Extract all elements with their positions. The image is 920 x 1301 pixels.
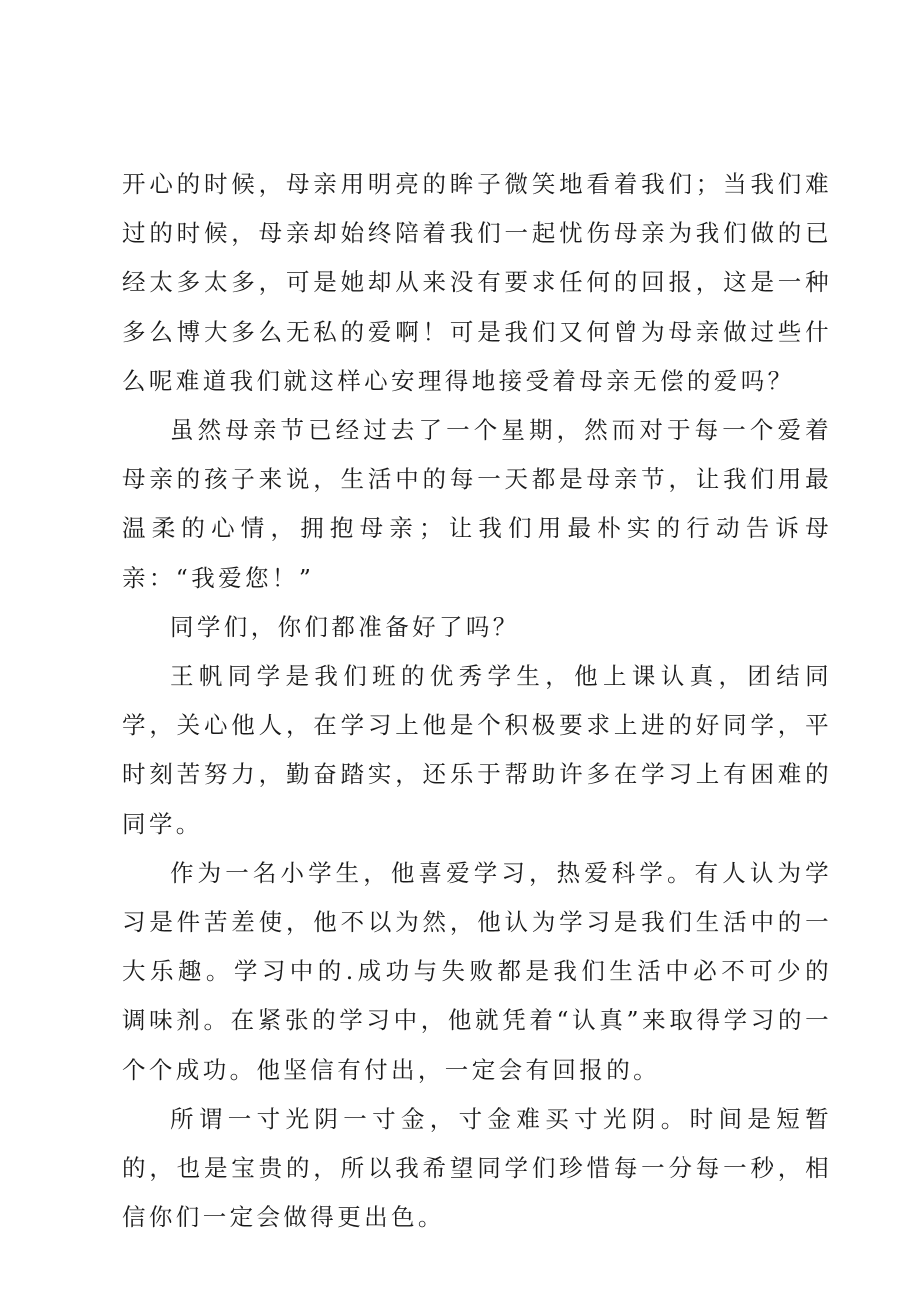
- paragraph-question: 同学们，你们都准备好了吗？: [170, 612, 520, 641]
- paragraph-time-value: 所谓一寸光阴一寸金，寸金难买寸光阴。时间是短暂的，也是宝贵的，所以我希望同学们珍惜每一分每一秒，相信你们一定会做得更出色。: [122, 1104, 832, 1232]
- paragraph-student-study: 作为一名小学生，他喜爱学习，热爱科学。有人认为学习是件苦差使，他不以为然，他认为学习是我们生活中的一大乐趣。学习中的.成功与失败都是我们生活中必不可少的调味剂。在紧张的学习中，他就凭着“认真”来取得学习的一个个成功。他坚信有付出，一定会有回报的。: [122, 858, 832, 1084]
- paragraph-mothers-day: 虽然母亲节已经过去了一个星期，然而对于每一个爱着母亲的孩子来说，生活中的每一天都是母亲节，让我们用最温柔的心情，拥抱母亲；让我们用最朴实的行动告诉母亲：“我爱您！”: [122, 416, 832, 592]
- paragraph-student-intro: 王帆同学是我们班的优秀学生，他上课认真，团结同学，关心他人，在学习上他是个积极要求上进的好同学，平时刻苦努力，勤奋踏实，还乐于帮助许多在学习上有困难的同学。: [122, 662, 832, 838]
- paragraph-mother-love: 开心的时候，母亲用明亮的眸子微笑地看着我们；当我们难过的时候，母亲却始终陪着我们一起忧伤母亲为我们做的已经太多太多，可是她却从来没有要求任何的回报，这是一种多么博大多么无私的爱啊！可是我们又何曾为母亲做过些什么呢难道我们就这样心安理得地接受着母亲无偿的爱吗？: [122, 170, 832, 395]
- document-body: [122, 160, 832, 1242]
